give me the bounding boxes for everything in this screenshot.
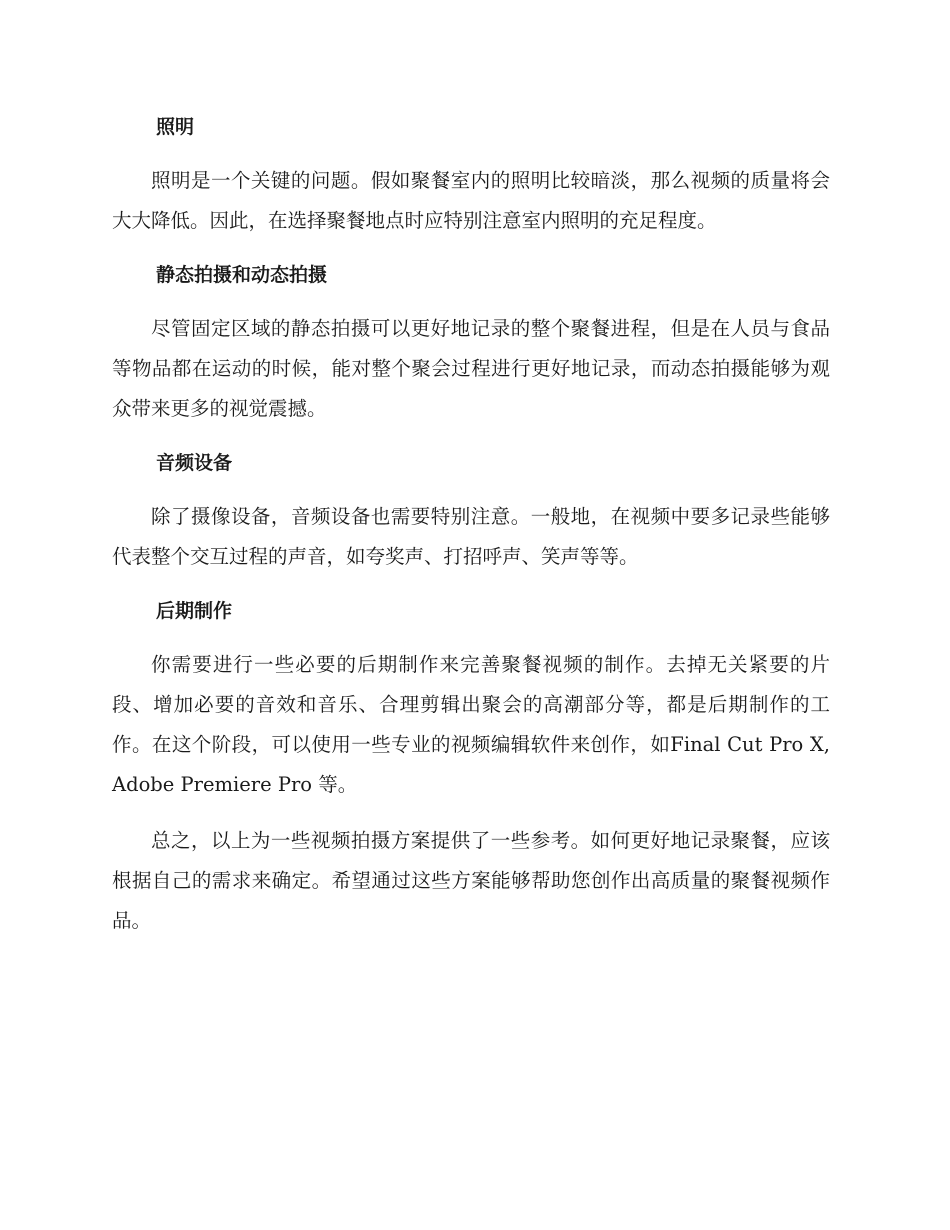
section-paragraph: 你需要进行一些必要的后期制作来完善聚餐视频的制作。去掉无关紧要的片段、增加必要的音效和音乐、合理剪辑出聚会的高潮部分等，都是后期制作的工作。在这个阶段，可以使用一些专业的视频编辑软件来创作，如Final Cut Pro X, Adobe Premiere Pro 等。 <box>112 653 830 796</box>
section-lighting <box>112 109 830 241</box>
section-post-production <box>112 593 830 805</box>
section-paragraph: 照明是一个关键的问题。假如聚餐室内的照明比较暗淡，那么视频的质量将会大大降低。因此，在选择聚餐地点时应特别注意室内照明的充足程度。 <box>112 169 830 232</box>
section-paragraph: 尽管固定区域的静态拍摄可以更好地记录的整个聚餐进程，但是在人员与食品等物品都在运动的时候，能对整个聚会过程进行更好地记录，而动态拍摄能够为观众带来更多的视觉震撼。 <box>112 317 830 420</box>
section-audio-equipment <box>112 445 830 577</box>
section-heading: 静态拍摄和动态拍摄 <box>156 264 328 286</box>
conclusion-paragraph: 总之，以上为一些视频拍摄方案提供了一些参考。如何更好地记录聚餐，应该根据自己的需求来确定。希望通过这些方案能够帮助您创作出高质量的聚餐视频作品。 <box>112 829 830 932</box>
section-static-dynamic-shooting <box>112 257 830 429</box>
section-heading: 照明 <box>156 116 195 138</box>
section-paragraph: 除了摄像设备，音频设备也需要特别注意。一般地，在视频中要多记录些能够代表整个交互过程的声音，如夸奖声、打招呼声、笑声等等。 <box>112 505 830 568</box>
section-heading: 后期制作 <box>156 600 233 622</box>
section-heading: 音频设备 <box>156 452 233 474</box>
